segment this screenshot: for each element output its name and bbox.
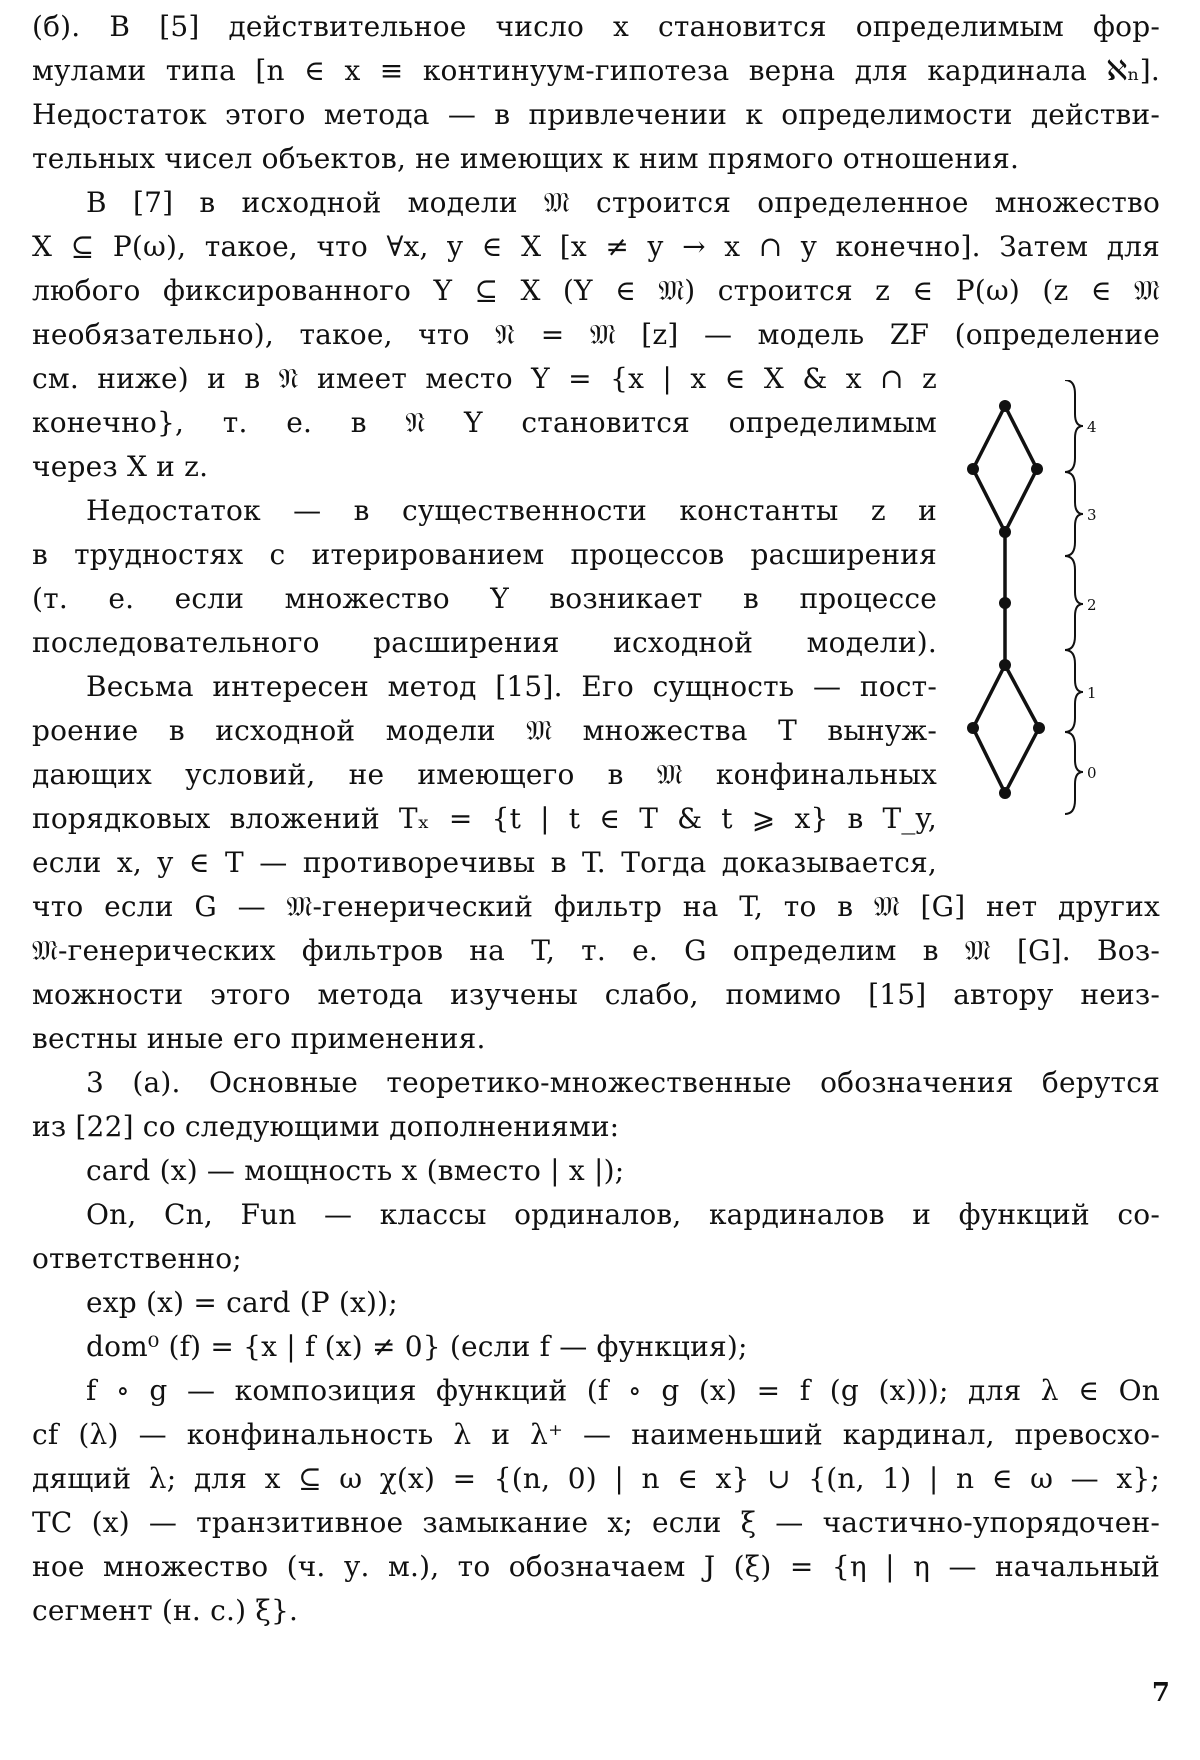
text-line: 𝔐-генерических фильтров на T, т. е. G определим в 𝔐 [G]. Воз- xyxy=(32,934,1160,967)
page-number: 7 xyxy=(1151,1678,1170,1708)
text-line: тельных чисел объектов, не имеющих к ним прямого отношения. xyxy=(32,142,1020,175)
text-line: в трудностях с итерированием процессов расширения xyxy=(32,538,937,571)
text-line: из [22] со следующими дополнениями: xyxy=(32,1110,620,1143)
brace-0 xyxy=(1065,732,1083,814)
text-line: X ⊆ P(ω), такое, что ∀x, y ∈ X [x ≠ y → x ∩ y конечно]. Затем для xyxy=(32,230,1160,263)
diagram-edge xyxy=(1005,469,1037,532)
diagram-edge xyxy=(973,728,1005,793)
text-line: дающих условий, не имеющего в 𝔐 конфинальных xyxy=(32,758,937,791)
text-line: вестны иные его применения. xyxy=(32,1022,486,1055)
text-line: мулами типа [n ∈ x ≡ континуум-гипотеза верна для кардинала ℵₙ]. xyxy=(32,54,1160,87)
brace-label: 1 xyxy=(1087,684,1097,702)
text-line: роение в исходной модели 𝔐 множества T вынуж- xyxy=(32,714,937,747)
diagram-edge xyxy=(973,406,1005,469)
text-line: дящий λ; для x ⊆ ω χ(x) = {(n, 0) | n ∈ x} ∪ {(n, 1) | n ∈ ω — x}; xyxy=(32,1462,1160,1495)
text-line: On, Cn, Fun — классы ординалов, кардиналов и функций со- xyxy=(86,1198,1160,1231)
text-line: Весьма интересен метод [15]. Его сущность — пост- xyxy=(86,670,937,703)
brace-2 xyxy=(1065,556,1083,650)
text-line: exp (x) = card (P (x)); xyxy=(86,1286,398,1319)
text-line: необязательно), такое, что 𝔑 = 𝔐 [z] — модель ZF (определение xyxy=(32,318,1160,351)
text-line: Недостаток — в существенности константы z и xyxy=(86,494,937,527)
text-line: В [7] в исходной модели 𝔐 строится определенное множество xyxy=(86,186,1160,219)
diagram-node xyxy=(999,400,1011,412)
text-line: любого фиксированного Y ⊆ X (Y ∈ 𝔐) строится z ∈ P(ω) (z ∈ 𝔐 xyxy=(32,274,1160,307)
text-line: Недостаток этого метода — в привлечении к определимости действи- xyxy=(32,98,1160,131)
diagram-node xyxy=(967,463,979,475)
diagram-node xyxy=(999,597,1011,609)
brace-4 xyxy=(1065,380,1083,472)
text-line: dom⁰ (f) = {x | f (x) ≠ 0} (если f — функция); xyxy=(86,1330,748,1363)
text-line: если x, y ∈ T — противоречивы в T. Тогда доказывается, xyxy=(32,846,937,879)
text-line: cf (λ) — конфинальность λ и λ⁺ — наименьший кардинал, превосхо- xyxy=(32,1418,1160,1451)
text-line: конечно}, т. е. в 𝔑 Y становится определимым xyxy=(32,406,937,439)
text-line: через X и z. xyxy=(32,450,209,483)
brace-label: 0 xyxy=(1087,764,1097,782)
text-line: TC (x) — транзитивное замыкание x; если ξ — частично-упорядочен- xyxy=(32,1506,1160,1539)
text-line: (т. е. если множество Y возникает в процессе xyxy=(32,582,937,615)
text-line: ответственно; xyxy=(32,1242,242,1275)
text-line: можности этого метода изучены слабо, помимо [15] автору неиз- xyxy=(32,978,1160,1011)
diagram-edge xyxy=(973,665,1005,728)
text-line: порядковых вложений Tₓ = {t | t ∈ T & t ⩾ x} в T_y, xyxy=(32,802,937,835)
text-line: ное множество (ч. у. м.), то обозначаем J (ξ) = {η | η — начальный xyxy=(32,1550,1160,1583)
diagram-edge xyxy=(1005,665,1039,728)
diagram-edge xyxy=(1005,406,1037,469)
text-line: последовательного расширения исходной модели). xyxy=(32,626,937,659)
diagram-node xyxy=(999,526,1011,538)
brace-1 xyxy=(1065,650,1083,732)
text-line: что если G — 𝔐-генерический фильтр на T, то в 𝔐 [G] нет других xyxy=(32,890,1160,923)
text-line: (б). В [5] действительное число x становится определимым фор- xyxy=(32,10,1160,43)
diagram-node xyxy=(999,659,1011,671)
brace-label: 2 xyxy=(1087,596,1097,614)
text-line: 3 (а). Основные теоретико-множественные обозначения берутся xyxy=(86,1066,1160,1099)
text-line: card (x) — мощность x (вместо | x |); xyxy=(86,1154,625,1187)
text-line: см. ниже) и в 𝔑 имеет место Y = {x | x ∈ X & x ∩ z xyxy=(32,362,937,395)
diagram-node xyxy=(967,722,979,734)
diagram-edge xyxy=(973,469,1005,532)
hasse-diagram-figure xyxy=(955,380,1130,820)
diagram-node xyxy=(999,787,1011,799)
diagram-edge xyxy=(1005,728,1039,793)
diagram-node xyxy=(1031,463,1043,475)
brace-label: 3 xyxy=(1087,506,1097,524)
brace-3 xyxy=(1065,472,1083,556)
brace-label: 4 xyxy=(1087,418,1097,436)
text-line: сегмент (н. с.) ξ}. xyxy=(32,1594,299,1627)
text-line: f ∘ g — композиция функций (f ∘ g (x) = f (g (x))); для λ ∈ On xyxy=(86,1374,1160,1407)
diagram-node xyxy=(1033,722,1045,734)
